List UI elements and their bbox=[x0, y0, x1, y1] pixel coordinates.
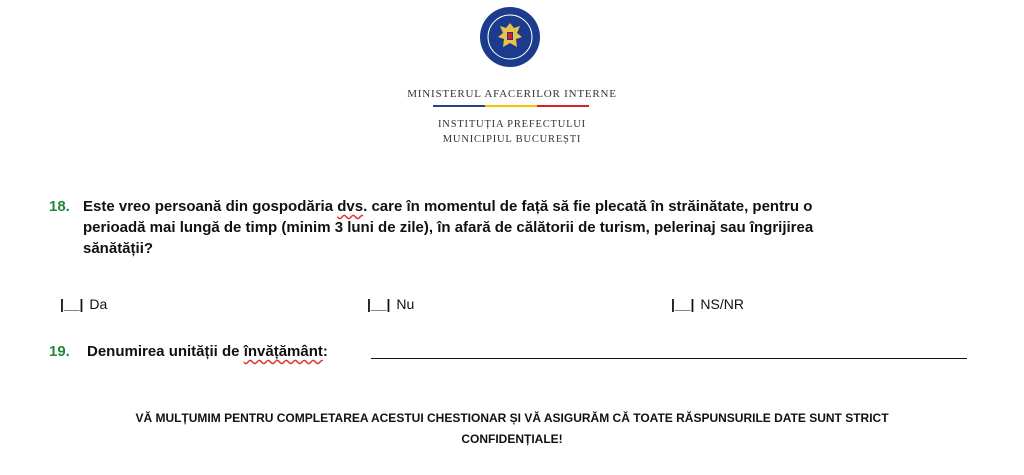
question-18-line-2: perioadă mai lungă de timp (minim 3 luni de zile), în afară de călătorii de turism, pelerinaj sau îngrijirea bbox=[83, 219, 814, 236]
option-da[interactable] bbox=[60, 296, 107, 312]
ministry-name: MINISTERUL AFACERILOR INTERNE bbox=[407, 88, 617, 100]
option-da-label: Da bbox=[89, 296, 108, 312]
option-ns-nr[interactable] bbox=[671, 296, 744, 312]
institution-line-2: MUNICIPIUL BUCUREȘTI bbox=[442, 134, 582, 145]
question-18 bbox=[49, 196, 949, 259]
thank-you-footer bbox=[0, 408, 1024, 450]
school-name-answer-line[interactable] bbox=[371, 358, 967, 359]
checkbox-da[interactable]: |__| bbox=[60, 296, 84, 312]
question-18-text-b: dvs bbox=[337, 198, 364, 215]
institution-name bbox=[0, 117, 1024, 147]
question-19 bbox=[49, 343, 328, 360]
question-18-line-1 bbox=[49, 196, 949, 217]
institution-line-1: INSTITUȚIA PREFECTULUI bbox=[438, 119, 586, 130]
question-19-text-a: Denumirea unității de bbox=[87, 343, 244, 360]
question-18-text-a: Este vreo persoană din gospodăria bbox=[83, 198, 338, 215]
checkbox-ns-nr[interactable]: |__| bbox=[671, 296, 695, 312]
question-19-number: 19. bbox=[49, 343, 70, 360]
option-ns-nr-label: NS/NR bbox=[700, 296, 744, 312]
question-18-number: 18. bbox=[49, 198, 70, 215]
tricolor-divider bbox=[433, 105, 589, 107]
question-19-text-c: : bbox=[322, 343, 328, 360]
question-18-text-c: . care în momentul de față să fie plecată în străinătate, pentru o bbox=[363, 198, 813, 215]
government-seal-logo bbox=[479, 6, 541, 68]
checkbox-nu[interactable]: |__| bbox=[367, 296, 391, 312]
question-18-line-3: sănătății? bbox=[83, 240, 154, 257]
option-nu-label: Nu bbox=[396, 296, 415, 312]
footer-line-2: CONFIDENȚIALE! bbox=[461, 432, 563, 446]
option-nu[interactable] bbox=[367, 296, 414, 312]
footer-line-1: VĂ MULȚUMIM PENTRU COMPLETAREA ACESTUI CHESTIONAR ȘI VĂ ASIGURĂM CĂ TOATE RĂSPUNSURILE DATE SUNT STRICT bbox=[135, 411, 889, 425]
question-19-text-b: învățământ bbox=[243, 343, 323, 360]
